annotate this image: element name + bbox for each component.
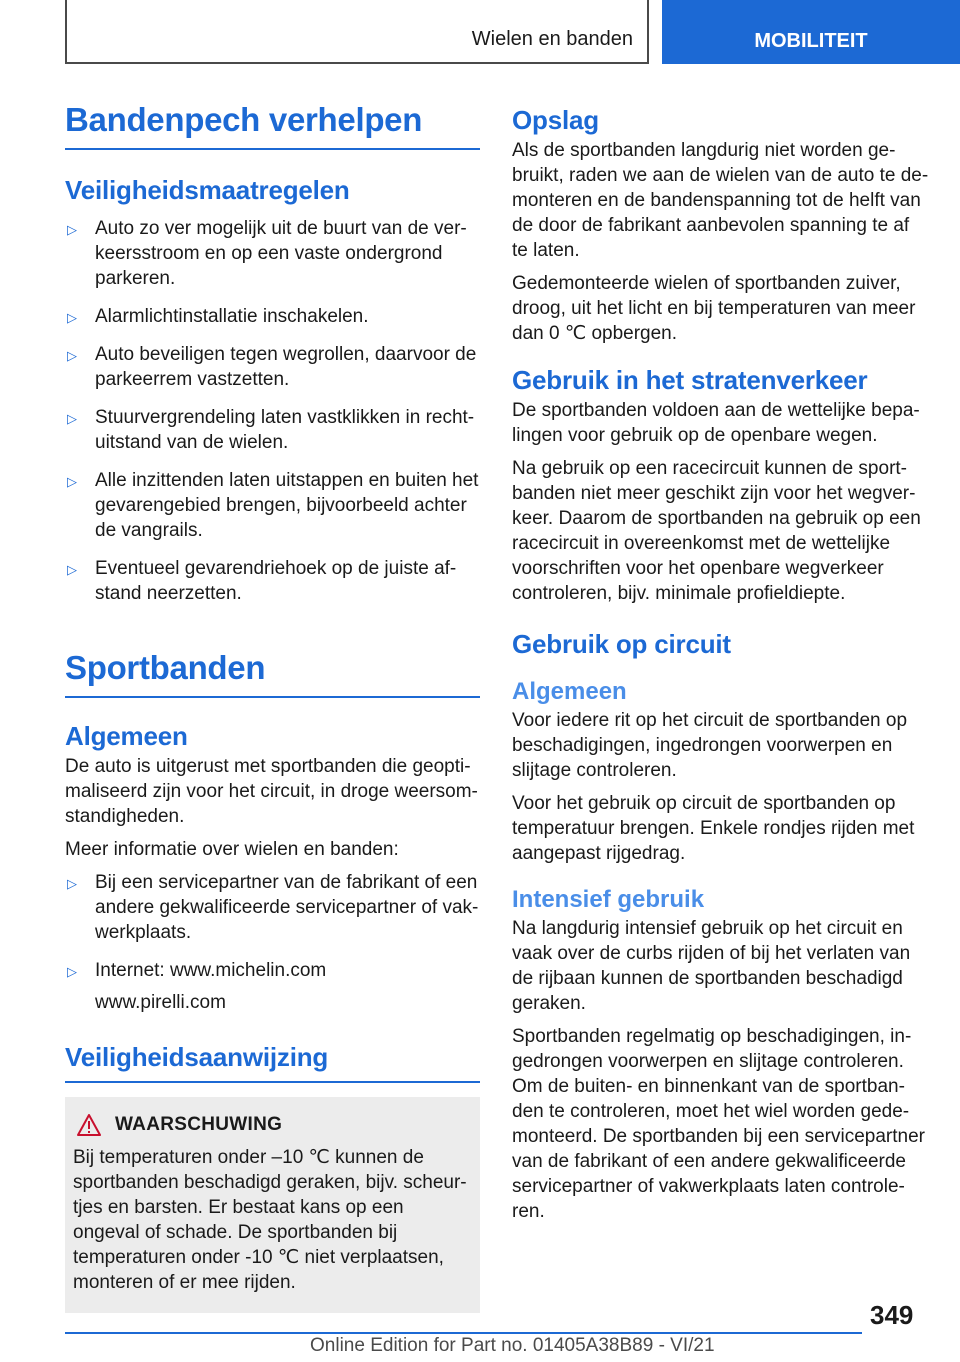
- verkeer-paragraph-2: Na gebruik op een racecircuit kunnen de sport-banden niet meer geschikt zijn voor het wegver-keer. Daarom de sportbanden na gebruik op een racecircuit in overeenkomst met de wettelijke voorschriften voor het openbare wegverkeer controleren, bijv. minimale profieldiepte.: [512, 458, 921, 604]
- heading-bandenpech: Bandenpech verhelpen: [65, 98, 480, 150]
- warning-text: Bij temperaturen onder –10 ℃ kunnen de sportbanden beschadigd geraken, bijv. scheur-tjes en barsten. Er bestaat kans op een ongeval of schade. De sportbanden bij temperaturen onder -10 ℃ niet verplaatsen, monteren of er mee rijden.: [73, 1147, 467, 1293]
- pirelli-link[interactable]: www.pirelli.com: [95, 992, 226, 1013]
- triangle-bullet-icon: ▷: [67, 411, 77, 426]
- triangle-bullet-icon: ▷: [67, 964, 77, 979]
- intensief-paragraph-2: Sportbanden regelmatig op beschadigingen, in-gedrongen voorwerpen en slijtage controleren. Om de buiten- en binnenkant van de sportban-den te controleren, moet het wiel worden gede-monteerd. De sportbanden bij een servicepartner van de fabrikant of een andere gekwalificeerde servicepartner of vakwerkplaats laten controle-ren.: [512, 1026, 925, 1222]
- heading-circuit-algemeen: Algemeen: [512, 678, 627, 705]
- triangle-bullet-icon: ▷: [67, 562, 77, 577]
- intensief-paragraph-1: Na langdurig intensief gebruik op het circuit en vaak over de curbs rijden of bij het verlaten van de rijbaan kunnen de sportbanden beschadigd geraken.: [512, 918, 911, 1014]
- header-section-title: Wielen en banden: [471, 28, 633, 50]
- opslag-paragraph-2: Gedemonteerde wielen of sportbanden zuiver, droog, uit het licht en bij temperaturen van meer dan 0 ℃ opbergen.: [512, 273, 916, 344]
- circuit-paragraph-2: Voor het gebruik op circuit de sportbanden op temperatuur brengen. Enkele rondjes rijden met aangepast rijgedrag.: [512, 793, 915, 864]
- heading-veiligheidsaanwijzing: Veiligheidsaanwijzing: [65, 1042, 329, 1072]
- list-item: ▷ Alle inzittenden laten uitstappen en buiten het gevarengebied brengen, bijvoorbeeld achter de vangrails.: [67, 470, 479, 541]
- header-chapter-tab[interactable]: MOBILITEIT: [662, 0, 960, 64]
- veiligheid-list: [65, 216, 480, 606]
- verkeer-paragraph-1: De sportbanden voldoen aan de wettelijke bepa-lingen voor gebruik op de openbare wegen.: [512, 400, 920, 446]
- section-rule: [65, 1081, 480, 1083]
- meer-informatie-paragraph: Meer informatie over wielen en banden:: [65, 839, 399, 860]
- heading-gebruik-op-circuit: Gebruik op circuit: [512, 629, 731, 659]
- triangle-bullet-icon: ▷: [67, 310, 77, 325]
- algemeen-paragraph: De auto is uitgerust met sportbanden die geopti-maliseerd zijn voor het circuit, in droge weersom-standigheden.: [65, 756, 478, 827]
- list-item: ▷ Auto zo ver mogelijk uit de buurt van de ver-keersstroom en op een vaste ondergrond parkeren.: [67, 218, 467, 289]
- warning-box: [65, 1097, 480, 1313]
- heading-intensief-gebruik: Intensief gebruik: [512, 886, 705, 913]
- heading-algemeen: Algemeen: [65, 721, 188, 751]
- heading-sportbanden: Sportbanden: [65, 646, 480, 698]
- list-item: ▷ Eventueel gevarendriehoek op de juiste af-stand neerzetten.: [67, 558, 457, 604]
- triangle-bullet-icon: ▷: [67, 348, 77, 363]
- opslag-paragraph-1: Als de sportbanden langdurig niet worden ge-bruikt, raden we aan de wielen van de auto te de-monteren en de bandenspanning tot de helft van de door de fabrikant aanbevolen spanning te af te laten.: [512, 140, 929, 261]
- warning-title: WAARSCHUWING: [115, 1114, 283, 1135]
- list-item: ▷ Bij een servicepartner van de fabrikant of een andere gekwalificeerde servicepartner of vak-werkplaats.: [67, 872, 479, 943]
- footer-edition: Online Edition for Part no. 01405A38B89 - VI/21: [310, 1335, 715, 1356]
- heading-stratenverkeer: Gebruik in het stratenverkeer: [512, 365, 868, 395]
- triangle-bullet-icon: ▷: [67, 474, 77, 489]
- circuit-paragraph-1: Voor iedere rit op het circuit de sportbanden op beschadigingen, ingedrongen voorwerpen en slijtage controleren.: [512, 710, 908, 781]
- triangle-bullet-icon: ▷: [67, 222, 77, 237]
- footer-rule: [65, 1332, 862, 1334]
- list-item: ▷ Internet: www.michelin.com: [65, 958, 480, 983]
- list-item: ▷ Auto beveiligen tegen wegrollen, daarvoor de parkeerrem vastzetten.: [67, 344, 477, 390]
- header-section-box: [65, 0, 649, 64]
- warning-triangle-icon: [77, 1113, 101, 1137]
- list-item: ▷ Stuurvergrendeling laten vastklikken in recht-uitstand van de wielen.: [67, 407, 475, 453]
- info-list: [65, 870, 480, 983]
- warning-header: [73, 1113, 472, 1137]
- left-column: [65, 98, 480, 1313]
- right-column: [512, 102, 930, 1224]
- heading-opslag: Opslag: [512, 105, 599, 135]
- list-item: ▷ Alarmlichtinstallatie inschakelen.: [65, 304, 480, 329]
- triangle-bullet-icon: ▷: [67, 876, 77, 891]
- heading-veiligheidsmaatregelen: Veiligheidsmaatregelen: [65, 175, 350, 205]
- page-number: 349: [870, 1300, 914, 1330]
